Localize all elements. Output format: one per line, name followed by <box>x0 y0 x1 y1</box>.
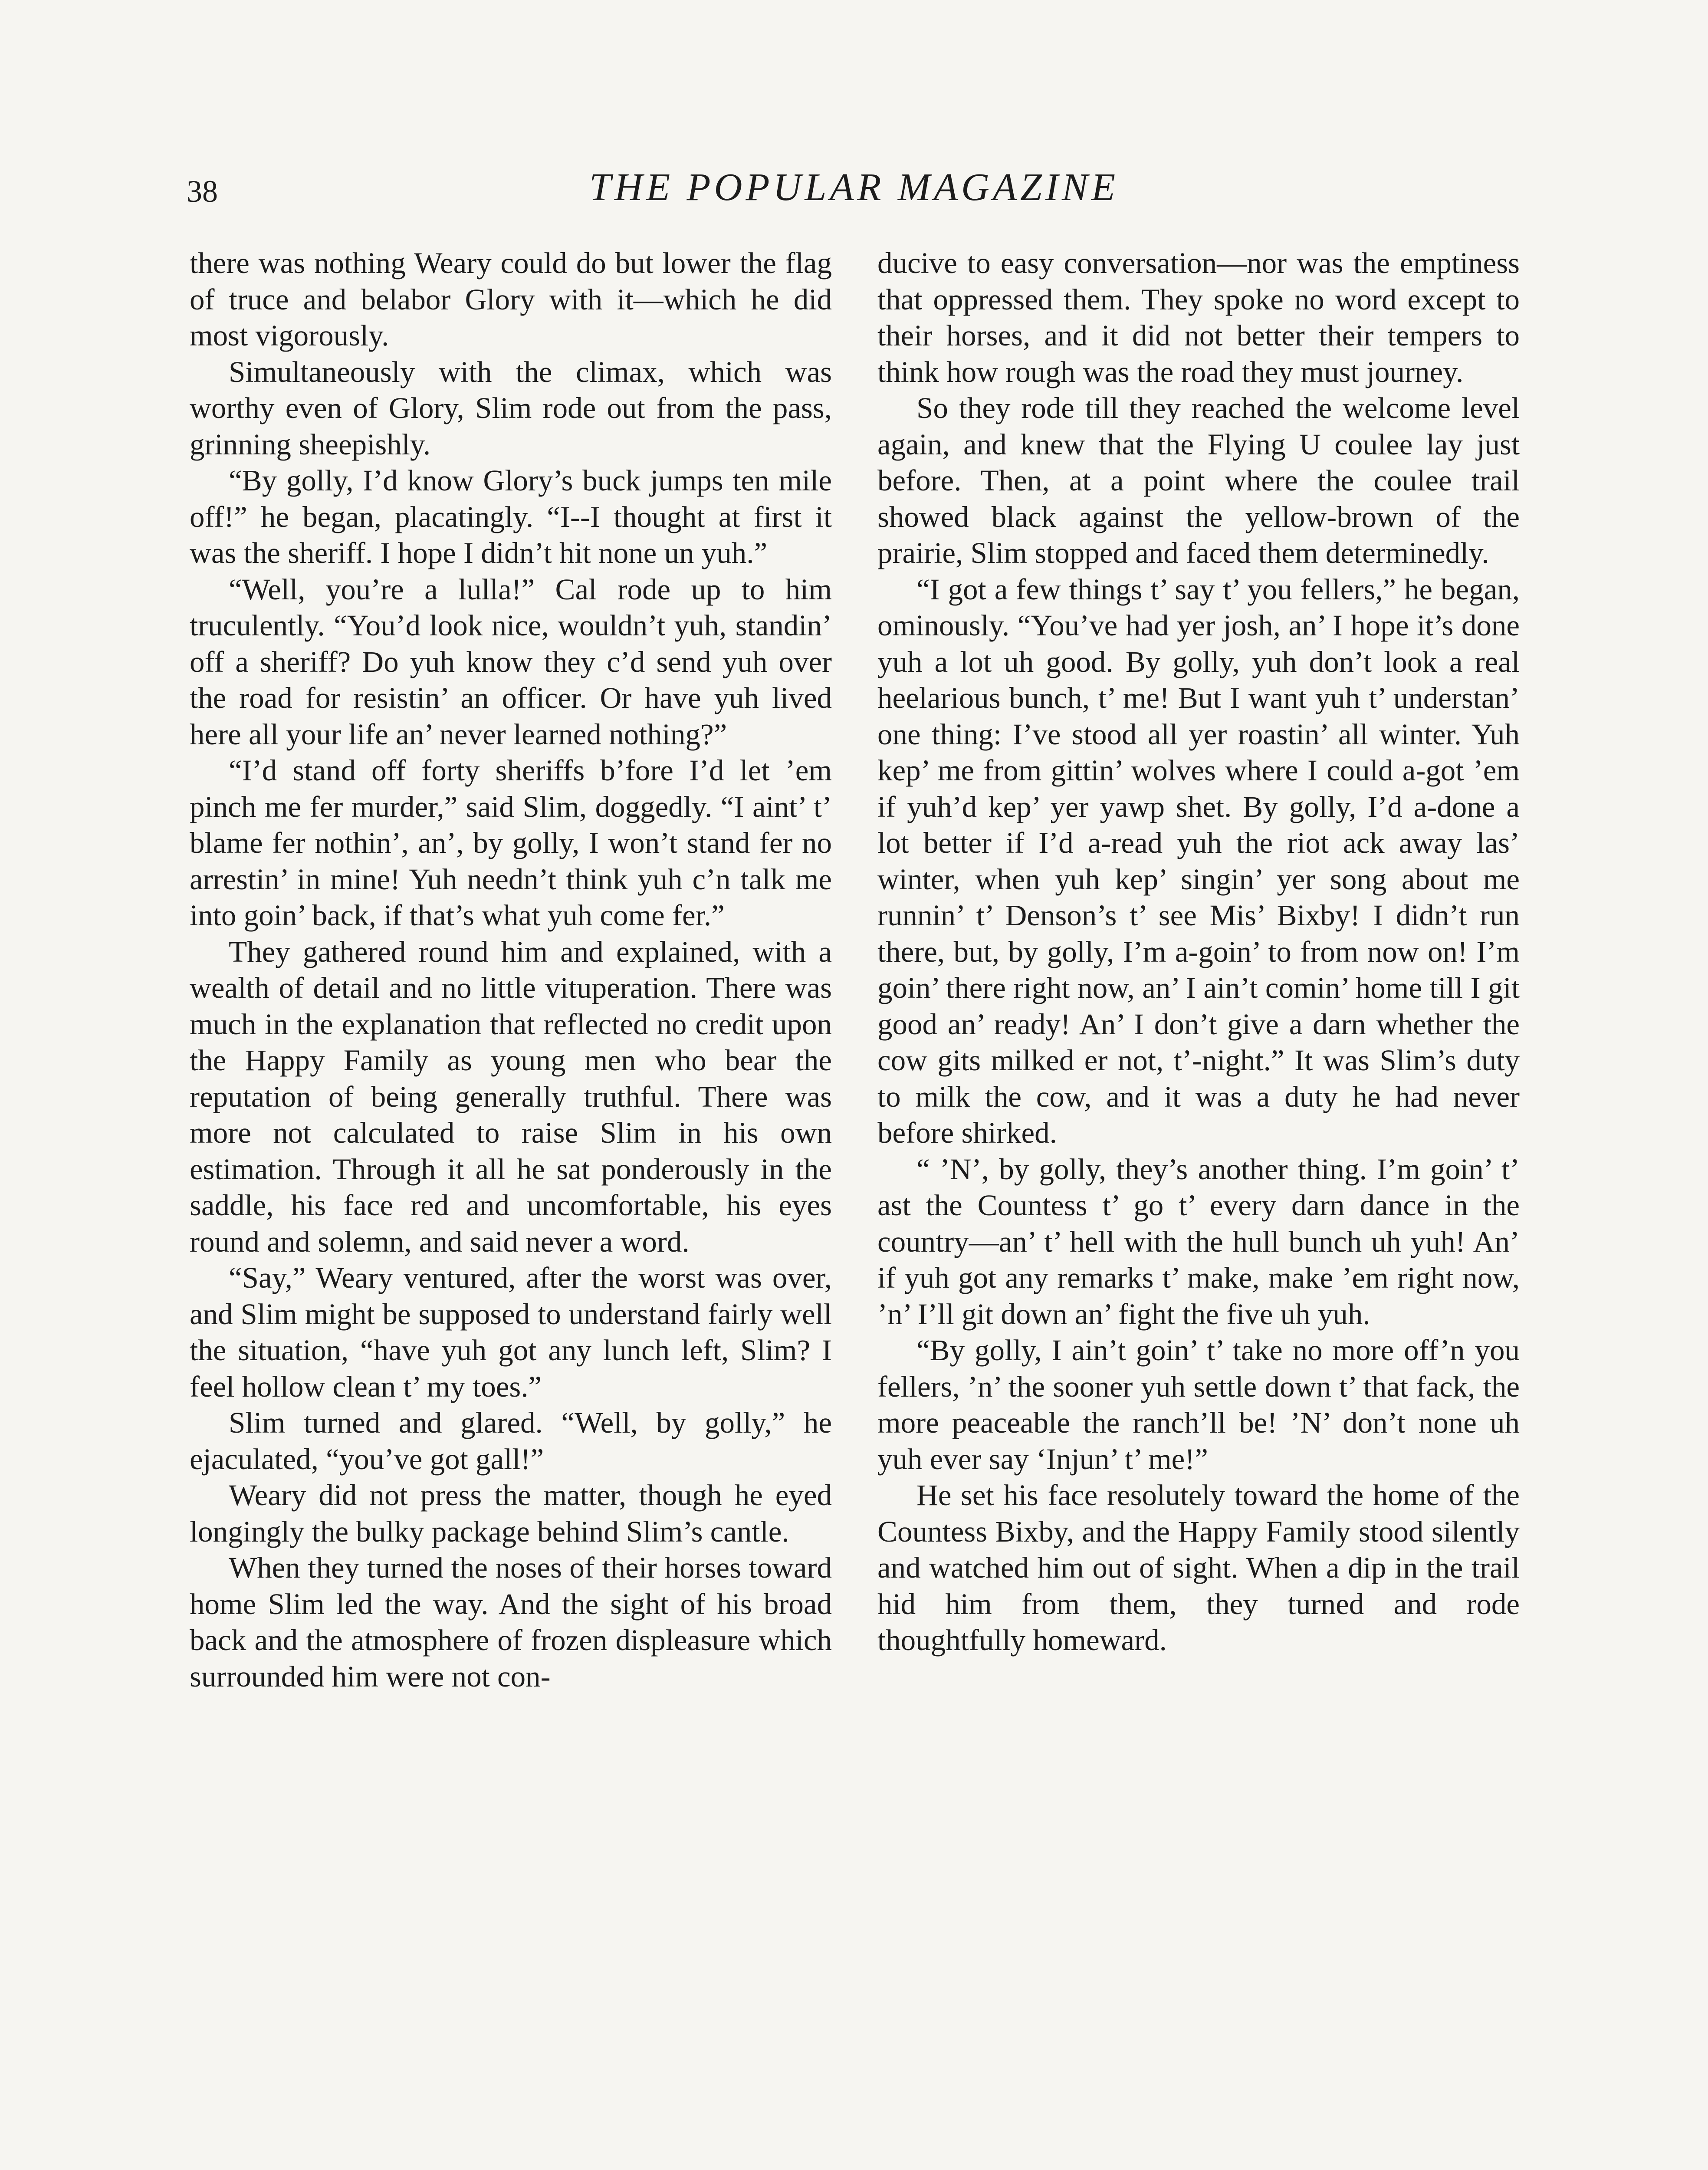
paragraph: “By golly, I ain’t goin’ t’ take no more off’n you fellers, ’n’ the sooner yuh settle down t’ that fack, the more peaceable the ranch’ll be! ’N’ don’t none uh yuh ever say ‘Injun’ t’ me!” <box>877 1334 1520 1476</box>
paragraph: “I got a few things t’ say t’ you fellers,” he began, ominously. “You’ve had yer josh, an’ I hope it’s done yuh a lot uh good. By golly, yuh don’t look a real heelarious bunch, t’ me! But I want yuh t’ understan’ one thing: I’ve stood all yer roastin’ all winter. Yuh kep’ me from gittin’ wolves where I could a-got ’em if yuh’d kep’ yer yawp shet. By golly, I’d a-done a lot better if I’d a-read yuh the riot ack away las’ winter, when yuh kep’ singin’ yer song about me runnin’ t’ Denson’s t’ see Mis’ Bixby! I didn’t run there, but, by golly, I’m a-goin’ to from now on! I’m goin’ there right now, an’ I ain’t comin’ home till I git good an’ ready! An’ I don’t give a darn whether the cow gits milked er not, t’-night.” It was Slim’s duty to milk the cow, and it was a duty he had never before shirked. <box>877 572 1520 1149</box>
paragraph: He set his face resolutely toward the home of the Countess Bixby, and the Happy Family stood silently and watched him out of sight. When a dip in the trail hid him from them, they turned and rode thoughtfully homeward. <box>877 1479 1520 1657</box>
paragraph: When they turned the noses of their horses toward home Slim led the way. And the sight of his broad back and the atmosphere of frozen displeasure which surrounded him were not con- <box>190 1551 832 1693</box>
right-column <box>877 245 1520 1659</box>
running-title: THE POPULAR MAGAZINE <box>589 166 1119 209</box>
page-number: 38 <box>187 174 218 209</box>
paragraph: there was nothing Weary could do but lower the flag of truce and belabor Glory with it—which he did most vigorously. <box>190 247 832 352</box>
paragraph: Weary did not press the matter, though he eyed longingly the bulky package behind Slim’s cantle. <box>190 1479 832 1548</box>
paragraph: Slim turned and glared. “Well, by golly,” he ejaculated, “you’ve got gall!” <box>190 1406 832 1476</box>
paragraph: So they rode till they reached the welcome level again, and knew that the Flying U coulee lay just before. Then, at a point where the coulee trail showed black against the yellow-brown of the prairie, Slim stopped and faced them determinedly. <box>877 391 1520 569</box>
paragraph: “I’d stand off forty sheriffs b’fore I’d let ’em pinch me fer murder,” said Slim, doggedly. “I aint’ t’ blame fer nothin’, an’, by golly, I won’t stand fer no arrestin’ in mine! Yuh needn’t think yuh c’n talk me into goin’ back, if that’s what yuh come fer.” <box>190 754 832 932</box>
paragraph: They gathered round him and explained, with a wealth of detail and no little vituperation. There was much in the explanation that reflected no credit upon the Happy Family as young men who bear the reputation of being generally truthful. There was more not calculated to raise Slim in his own estimation. Through it all he sat ponderously in the saddle, his face red and uncomfortable, his eyes round and solemn, and said never a word. <box>190 935 832 1258</box>
paragraph: ducive to easy conversation—nor was the emptiness that oppressed them. They spoke no word except to their horses, and it did not better their tempers to think how rough was the road they must journey. <box>877 247 1520 388</box>
left-column <box>190 245 832 1695</box>
paragraph: Simultaneously with the climax, which was worthy even of Glory, Slim rode out from the pass, grinning sheepishly. <box>190 355 832 461</box>
paragraph: “By golly, I’d know Glory’s buck jumps ten mile off!” he began, placatingly. “I--I thought at first it was the sheriff. I hope I didn’t hit none un yuh.” <box>190 464 832 569</box>
paragraph: “Say,” Weary ventured, after the worst was over, and Slim might be supposed to understand fairly well the situation, “have yuh got any lunch left, Slim? I feel hollow clean t’ my toes.” <box>190 1261 832 1403</box>
paragraph: “ ’N’, by golly, they’s another thing. I’m goin’ t’ ast the Countess t’ go t’ every darn dance in the country—an’ t’ hell with the hull bunch uh yuh! An’ if yuh got any remarks t’ make, make ’em right now, ’n’ I’ll git down an’ fight the five uh yuh. <box>877 1152 1520 1331</box>
paragraph: “Well, you’re a lulla!” Cal rode up to him truculently. “You’d look nice, wouldn’t yuh, standin’ off a sheriff? Do yuh know they c’d send yuh over the road for resistin’ an officer. Or have yuh lived here all your life an’ never learned nothing?” <box>190 572 832 751</box>
